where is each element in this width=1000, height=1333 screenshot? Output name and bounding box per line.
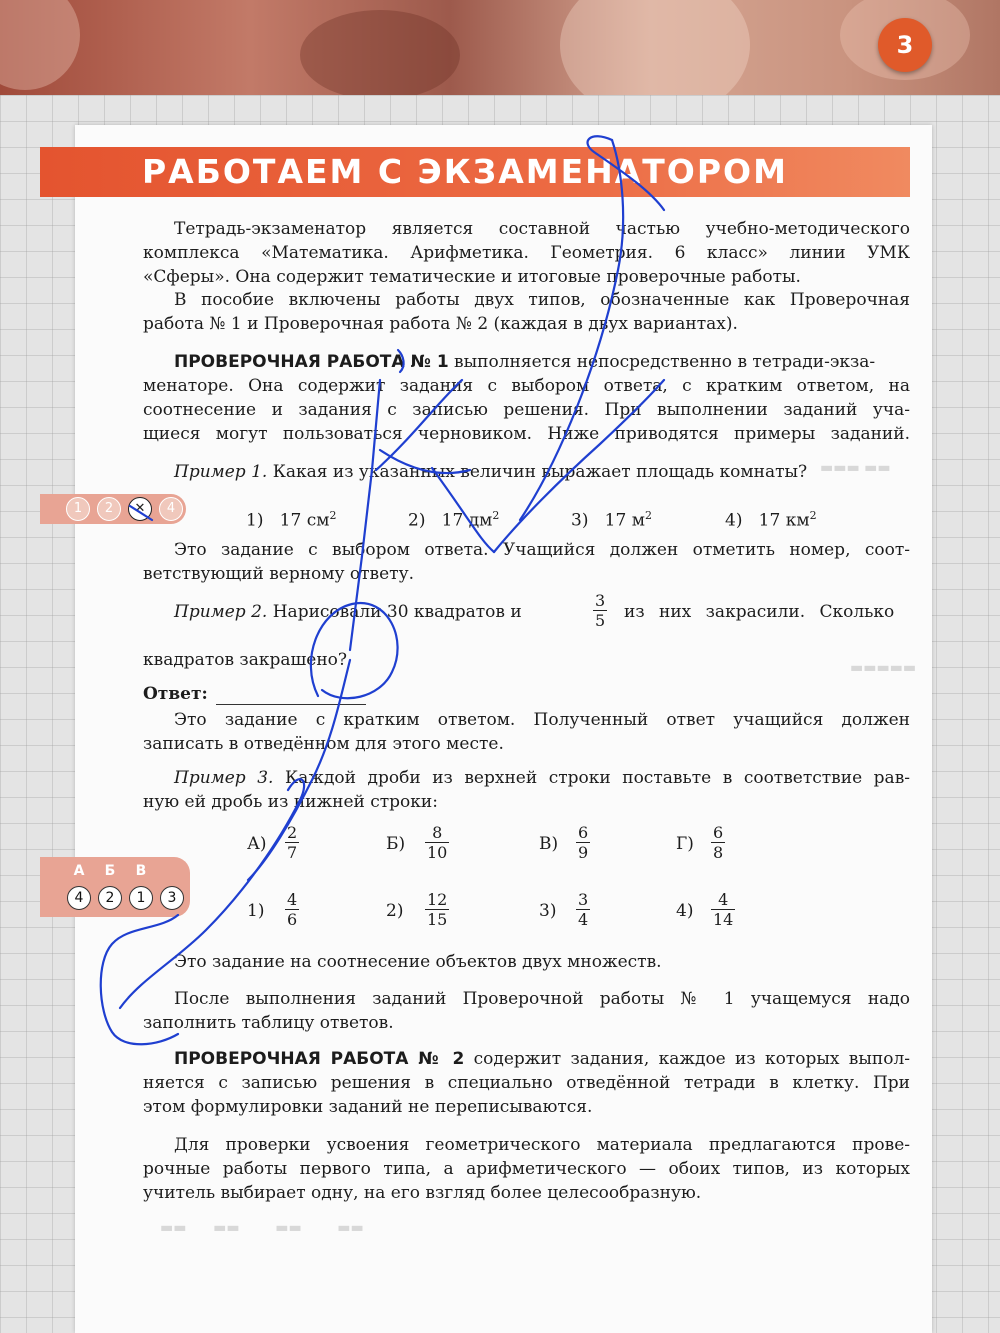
match-answer-1[interactable]: 4 (67, 886, 91, 910)
example2-text: Нарисовали 30 квадратов и (267, 602, 522, 622)
bleed-through: ▬▬▬ ▬▬ (820, 460, 891, 476)
answer-field[interactable] (216, 704, 366, 705)
top-label-b: Б) (386, 834, 406, 854)
bottom-fraction-1 (285, 890, 299, 929)
work1-line: щиеся могут пользоваться черновиком. Ниже приводятся примеры заданий. (143, 424, 910, 444)
fraction-denominator: 4 (578, 910, 589, 929)
option-value: 17 км (758, 510, 810, 531)
work1-heading: ПРОВЕРОЧНАЯ РАБОТА № 1 (174, 352, 449, 372)
answer-circle-3-marked[interactable]: ✕ (128, 497, 152, 521)
top-fraction-b (425, 823, 449, 862)
option-exponent: 2 (329, 509, 337, 522)
work1-first-line (174, 350, 875, 374)
types-line: работа № 1 и Проверочная работа № 2 (каждая в двух вариантах). (143, 314, 738, 334)
example3-label: Пример 3. (174, 768, 274, 788)
bleed-through: ▬▬ ▬▬ ▬▬ ▬▬ (160, 1220, 364, 1236)
fraction-numerator: 12 (427, 890, 448, 909)
top-fraction-d (711, 823, 725, 862)
bottom-fraction-3 (576, 890, 590, 929)
work1-line: соотнесение и задания с записью решения. При выполнении заданий уча- (143, 400, 910, 420)
bleed-through: ▬▬▬▬▬ (850, 660, 917, 676)
example2-question (174, 600, 522, 624)
option-1 (246, 504, 336, 533)
header-banner (0, 0, 1000, 95)
closing-line: учитель выбирает одну, на его взгляд более целесообразную. (143, 1183, 702, 1203)
closing-line: Для проверки усвоения геометрического материала предлагаются прове- (174, 1135, 910, 1155)
bottom-label-3: 3) (539, 901, 557, 921)
fraction-denominator: 7 (287, 843, 298, 862)
page-number-badge: 3 (878, 18, 932, 72)
top-label-c: В) (539, 834, 559, 854)
work2-text: содержит задания, каждое из которых выпол- (464, 1049, 910, 1069)
bottom-label-4: 4) (676, 901, 694, 921)
example2-explain: записать в отведённом для этого месте. (143, 734, 504, 754)
page-title: РАБОТАЕМ С ЭКЗАМЕНАТОРОМ (142, 152, 788, 191)
example1-question (174, 460, 807, 484)
after-line: заполнить таблицу ответов. (143, 1013, 394, 1033)
example3-question-line2: ную ей дробь из нижней строки: (143, 792, 438, 812)
banner-decoration (0, 0, 80, 90)
answer-circle-4[interactable]: 4 (159, 497, 183, 521)
banner-decoration (300, 10, 460, 95)
option-value: 17 дм (441, 510, 493, 531)
work2-heading: ПРОВЕРОЧНАЯ РАБОТА № 2 (174, 1049, 465, 1069)
fraction-denominator: 10 (427, 843, 448, 862)
match-answer-3[interactable]: 1 (129, 886, 153, 910)
fraction-numerator: 4 (287, 890, 298, 909)
example2-explain: Это задание с кратким ответом. Полученный ответ учащийся должен (174, 710, 910, 730)
bottom-fraction-2 (425, 890, 449, 929)
fraction-numerator: 6 (713, 823, 724, 842)
option-exponent: 2 (492, 509, 500, 522)
fraction-numerator: 4 (718, 890, 729, 909)
example3-question (174, 766, 910, 790)
top-label-d: Г) (676, 834, 694, 854)
work2-line: этом формулировки заданий не переписываются. (143, 1097, 593, 1117)
example3-text: Каждой дроби из верхней строки поставьте в соответствие рав- (273, 768, 911, 788)
option-number: 4) (725, 510, 743, 531)
example1-explain: ветствующий верному ответу. (143, 564, 414, 584)
option-exponent: 2 (809, 509, 817, 522)
example1-text: Какая из указанных величин выражает площадь комнаты? (267, 462, 808, 482)
option-value: 17 м (604, 510, 645, 531)
work1-line: менаторе. Она содержит задания с выбором ответа, с кратким ответом, на (143, 376, 910, 396)
option-number: 3) (571, 510, 589, 531)
fraction-numerator: 2 (287, 823, 298, 842)
example1-explain: Это задание с выбором ответа. Учащийся должен отметить номер, соот- (174, 540, 910, 560)
answer-label: Ответ: (143, 684, 208, 704)
match-answer-2[interactable]: 2 (98, 886, 122, 910)
fraction-denominator: 5 (595, 611, 606, 630)
after-line: После выполнения заданий Проверочной работы № 1 учащемуся надо (174, 989, 910, 1009)
match-answer-4[interactable]: 3 (160, 886, 184, 910)
fraction-numerator: 8 (432, 823, 443, 842)
answer-circle-1[interactable]: 1 (66, 497, 90, 521)
option-exponent: 2 (644, 509, 652, 522)
top-fraction-a (285, 823, 299, 862)
example2-label: Пример 2. (174, 602, 268, 622)
intro-line: «Сферы». Она содержит тематические и итоговые проверочные работы. (143, 267, 801, 287)
fraction-denominator: 15 (427, 910, 448, 929)
example2-fraction (593, 591, 607, 630)
work1-text: выполняется непосредственно в тетради-экза- (448, 352, 876, 372)
banner-decoration (560, 0, 750, 95)
option-value: 17 см (279, 510, 330, 531)
example2-question-line2: квадратов закрашено? (143, 650, 348, 670)
closing-line: рочные работы первого типа, а арифметического — обоих типов, из которых (143, 1159, 910, 1179)
bottom-label-1: 1) (247, 901, 265, 921)
fraction-numerator: 3 (595, 591, 606, 610)
fraction-denominator: 6 (287, 910, 298, 929)
fraction-denominator: 8 (713, 843, 724, 862)
intro-line: комплекса «Математика. Арифметика. Геометрия. 6 класс» линии УМК (143, 243, 910, 263)
answer-circle-2[interactable]: 2 (97, 497, 121, 521)
option-number: 2) (408, 510, 426, 531)
top-label-a: А) (247, 834, 267, 854)
fraction-denominator: 14 (713, 910, 734, 929)
match-header-a: А (73, 863, 85, 879)
types-line: В пособие включены работы двух типов, обозначенные как Проверочная (174, 290, 910, 310)
example3-explain: Это задание на соотнесение объектов двух множеств. (174, 952, 662, 972)
fraction-numerator: 6 (578, 823, 589, 842)
option-number: 1) (246, 510, 264, 531)
fraction-numerator: 3 (578, 890, 589, 909)
top-fraction-c (576, 823, 590, 862)
fraction-denominator: 9 (578, 843, 589, 862)
bottom-label-2: 2) (386, 901, 404, 921)
match-header-c: В (135, 863, 147, 879)
option-4 (725, 504, 817, 533)
option-2 (408, 504, 499, 533)
example2-text-after: из них закрасили. Сколько (624, 602, 895, 622)
intro-line: Тетрадь-экзаменатор является составной частью учебно-методического (174, 219, 910, 239)
bottom-fraction-4 (711, 890, 735, 929)
work2-line: няется с записью решения в специально отведённой тетради в клетку. При (143, 1073, 910, 1093)
example1-label: Пример 1. (174, 462, 268, 482)
match-header-b: Б (104, 863, 116, 879)
option-3 (571, 504, 652, 533)
work2-first-line (174, 1047, 910, 1071)
